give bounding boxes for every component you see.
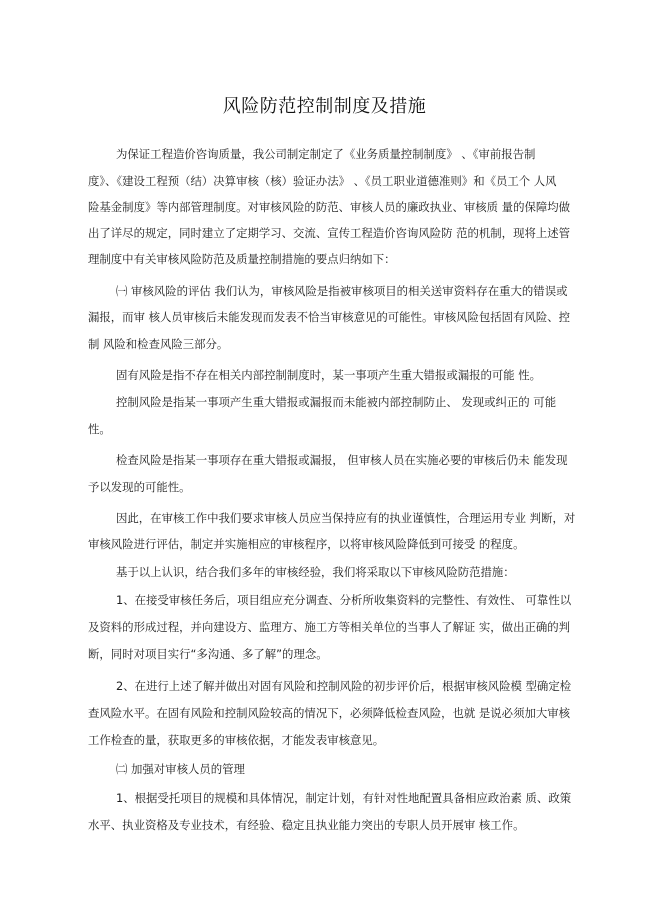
paragraph-line: 断，同时对项目实行“多沟通、多了解”的理念。 <box>88 647 328 661</box>
paragraph-line: 制 风险和检查风险三部分。 <box>88 337 229 351</box>
paragraph-line: 2、在进行上述了解并做出对固有风险和控制风险的初步评价后，根据审核风险模 型确定检 <box>116 679 572 693</box>
paragraph-line: 查风险水平。在固有风险和控制风险较高的情况下，必须降低检查风险，也就 是说必须加大审核 <box>88 706 571 720</box>
paragraph-line: 及资料的形成过程，并向建设方、监理方、施工方等相关单位的当事人了解证 实，做出正确的判 <box>88 620 571 634</box>
paragraph-line: 度》、《建设工程预（结）决算审核（核）验证办法》 、《员工职业道德准则》和《员工个 人风 <box>88 174 557 188</box>
paragraph-line: 予以发现的可能性。 <box>88 480 191 494</box>
paragraph-line: 审核风险进行评估，制定并实施相应的审核程序，以将审核风险降低到可接受 的程度。 <box>88 537 525 551</box>
paragraph-line: 基于以上认识，结合我们多年的审核经验，我们将采取以下审核风险防范措施： <box>116 565 515 579</box>
paragraph-line: 险基金制度》等内部管理制度。对审核风险的防范、审核人员的廉政执业、审核质 量的保障均做 <box>88 200 571 214</box>
paragraph-line: 1、在接受审核任务后，项目组应充分调查、分析所收集资料的完整性、有效性、 可靠性以 <box>116 593 572 607</box>
paragraph-line: 水平、执业资格及专业技术，有经验、稳定且执业能力突出的专职人员开展审 核工作。 <box>88 818 525 832</box>
paragraph-line: 因此，在审核工作中我们要求审核人员应当保持应有的执业谨慎性，合理运用专业 判断，对 <box>116 511 576 525</box>
paragraph-line: 出了详尽的规定，同时建立了定期学习、交流、宣传工程造价咨询风险防 范的机制，现将上述管 <box>88 226 571 240</box>
paragraph-line: ㈠ 审核风险的评估 我们认为，审核风险是指被审核项目的相关送审资料存在重大的错误或 <box>116 284 568 298</box>
paragraph-line: 工作检查的量，获取更多的审核依据，才能发表审核意见。 <box>88 733 385 747</box>
paragraph-line: ㈡ 加强对审核人员的管理 <box>116 762 245 776</box>
paragraph-line: 1、根据受托项目的规模和具体情况，制定计划，有针对性地配置具备相应政治素 质、政策 <box>116 791 572 805</box>
paragraph-line: 为保证工程造价咨询质量，我公司制定制定了《业务质量控制制度》 、《审前报告制 <box>116 147 536 161</box>
paragraph-line: 理制度中有关审核风险防范及质量控制措施的要点归纳如下： <box>88 252 396 266</box>
paragraph-line: 控制风险是指某一事项产生重大错报或漏报而未能被内部控制防止、 发现或纠正的 可能 <box>116 395 557 409</box>
paragraph-line: 固有风险是指不存在相关内部控制制度时，某一事项产生重大错报或漏报的可能 性。 <box>116 368 542 382</box>
page-title: 风险防范控制制度及措施 <box>222 96 427 117</box>
paragraph-line: 漏报，而审 核人员审核后未能发现而发表不恰当审核意见的可能性。审核风险包括固有风险、控 <box>88 310 571 324</box>
paragraph-line: 检查风险是指某一事项存在重大错报或漏报， 但审核人员在实施必要的审核后仍未 能发现 <box>116 453 568 467</box>
paragraph-line: 性。 <box>88 422 111 436</box>
